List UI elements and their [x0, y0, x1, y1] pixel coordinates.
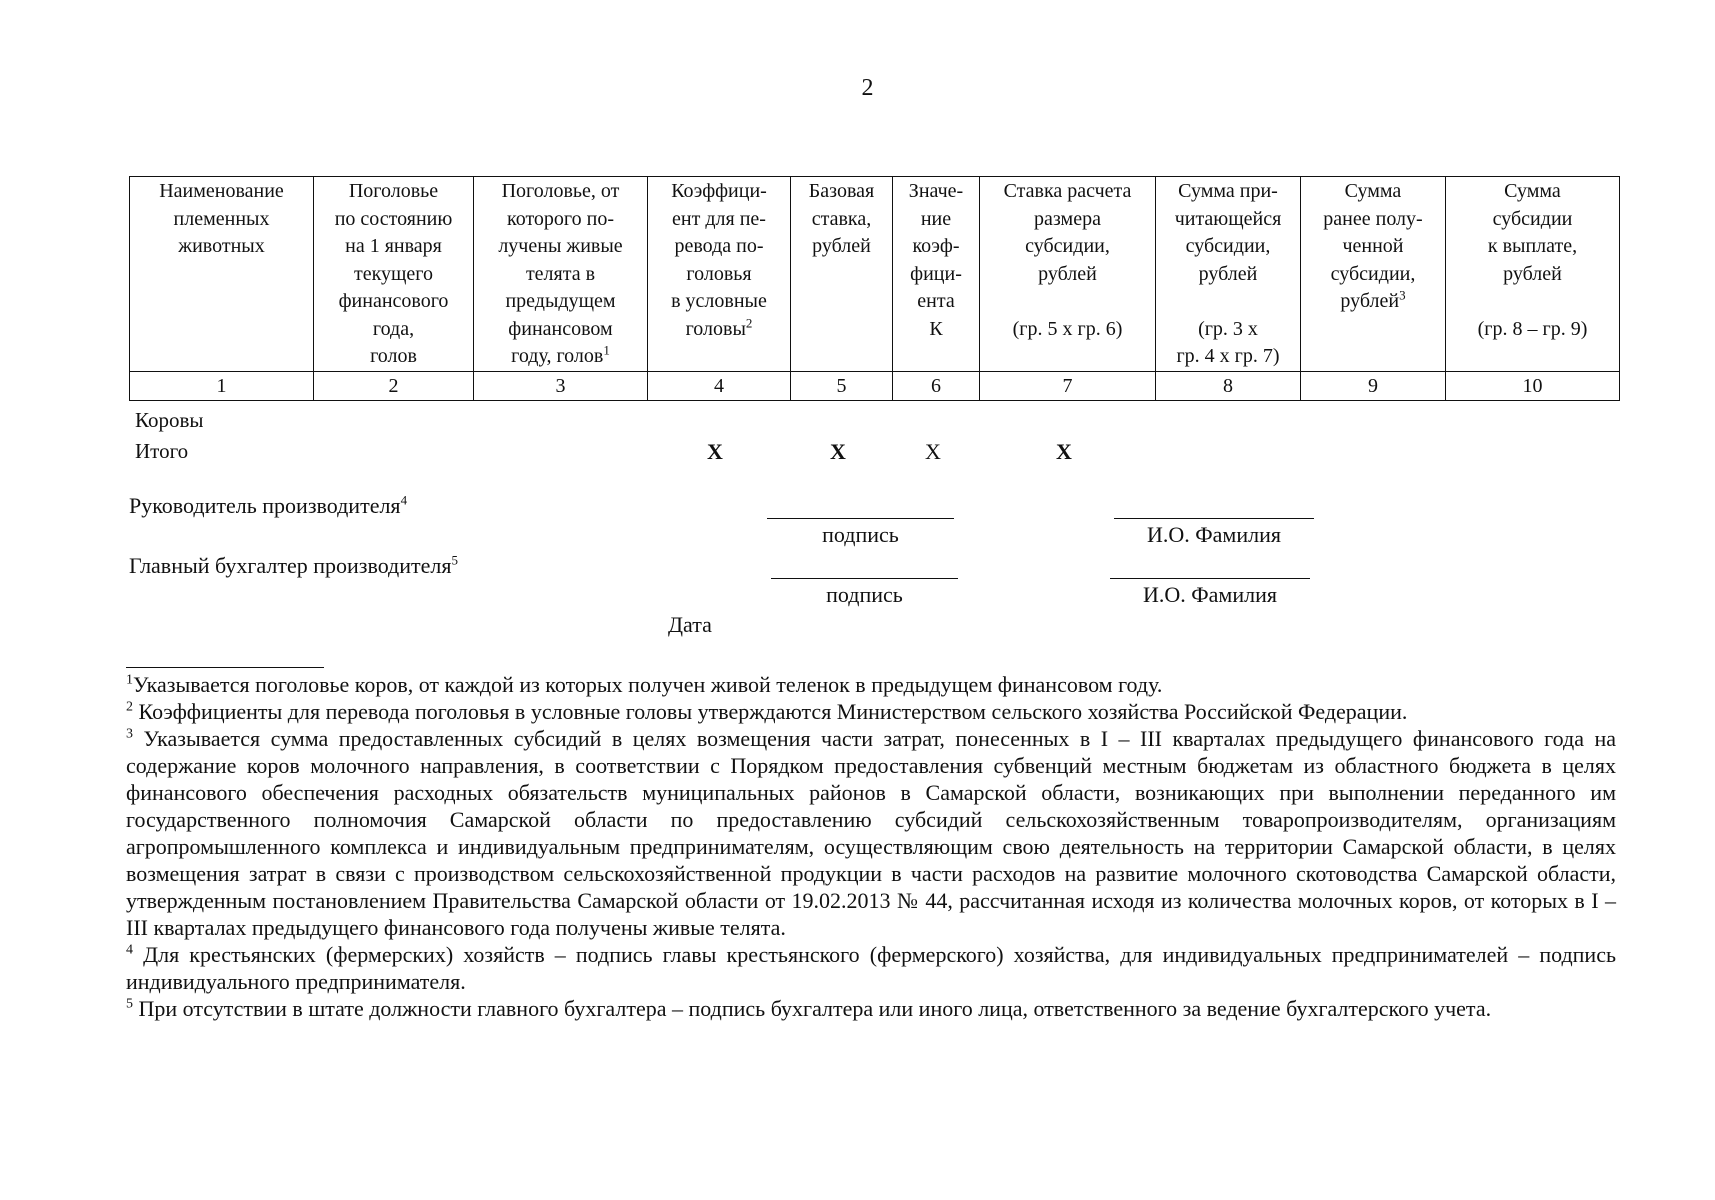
- column-number: 7: [980, 372, 1156, 401]
- column-number: 2: [314, 372, 474, 401]
- accountant-signature-label: Главный бухгалтер производителя$^5$: [129, 552, 459, 578]
- column-number: 10: [1446, 372, 1620, 401]
- header-rate-calculation: Ставка расчета размера субсидии, рублей (гр. 5 х гр. 6): [980, 177, 1156, 372]
- accountant-name-caption: И.О. Фамилия: [1143, 582, 1277, 607]
- header-subsidy-due: Сумма при- читающейся субсидии, рублей (гр. 3 х гр. 4 х гр. 7): [1156, 177, 1301, 372]
- head-signature-line: [767, 518, 954, 519]
- total-mark-col7: X: [1056, 439, 1072, 464]
- head-name-caption: И.О. Фамилия: [1147, 522, 1281, 547]
- header-animal-name: Наименование племенных животных: [130, 177, 314, 372]
- header-headcount-jan1: Поголовье по состоянию на 1 января текущего финансового года, голов: [314, 177, 474, 372]
- page-number: 2: [861, 75, 874, 101]
- header-conversion-coefficient: Коэффици- ент для пе- ревода по- головья в условные головы$^2$: [648, 177, 791, 372]
- accountant-name-line: [1110, 578, 1310, 579]
- head-name-line: [1114, 518, 1314, 519]
- total-mark-col6: X: [925, 439, 941, 464]
- footnote-ref-4: 4: [400, 492, 408, 508]
- column-number-row: [130, 372, 1620, 401]
- column-number: 8: [1156, 372, 1301, 401]
- subsidy-calculation-table: [129, 176, 1620, 401]
- column-number: 4: [648, 372, 791, 401]
- footnote-ref-1: 1: [603, 342, 610, 358]
- header-base-rate: Базовая ставка, рублей: [791, 177, 893, 372]
- row-label-cows: Коровы: [135, 408, 204, 432]
- footnote-5: $^5$ При отсутствии в штате должности главного бухгалтера – подпись бухгалтера или иного лица, ответственного за ведение бухгалтерского учета.: [126, 996, 1492, 1021]
- footnote-ref-5: 5: [451, 552, 459, 568]
- head-signature-caption: подпись: [822, 522, 899, 547]
- footnotes: [126, 671, 1616, 1022]
- header-coefficient-k: Значе- ние коэф- фици- ента К: [893, 177, 980, 372]
- column-number: 6: [893, 372, 980, 401]
- total-mark-col4: X: [707, 439, 723, 464]
- column-number: 3: [474, 372, 648, 401]
- total-mark-col5: X: [830, 439, 846, 464]
- footnote-1: $^1$Указывается поголовье коров, от каждой из которых получен живой теленок в предыдущем финансовом году.: [126, 672, 1163, 697]
- footnote-ref-3: 3: [1399, 287, 1406, 303]
- accountant-signature-caption: подпись: [826, 582, 903, 607]
- footnote-ref-2: 2: [745, 314, 753, 330]
- column-number: 1: [130, 372, 314, 401]
- table-header-row: [130, 177, 1620, 372]
- footnote-3: $^3$ Указывается сумма предоставленных субсидий в целях возмещения части затрат, понесенных в I – III кварталах предыдущего финансового года на содержание коров молочного направления, в соответствии с Порядком предоставления субвенций местным бюджетам из областного бюджета в целях финансового обеспечения расходных обязательств муниципальных районов в Самарской области, возникающих при выполнении переданного им государственного полномочия Самарской области по предоставлению субсидий сельскохозяйственным товаропроизводителям, организациям агропромышленного комплекса и индивидуальным предпринимателям, осуществляющим свою деятельность на территории Самарской области, в целях возмещения затрат в связи с производством сельскохозяйственной продукции в части расходов на развитие молочного скотоводства Самарской области, утвержденным постановлением Правительства Самарской области от 19.02.2013 № 44, рассчитанная исходя из количества молочных коров, от которых в I – III кварталах предыдущего финансового года получены живые телята.: [126, 726, 1617, 940]
- date-label: Дата: [668, 612, 712, 637]
- footnote-separator: [126, 667, 324, 668]
- header-subsidy-payable: Сумма субсидии к выплате, рублей (гр. 8 – гр. 9): [1446, 177, 1620, 372]
- header-headcount-calves: Поголовье, от которого по- лучены живые телята в предыдущем финансовом году, голов$^1$: [474, 177, 648, 372]
- footnote-2: $^2$ Коэффициенты для перевода поголовья в условные головы утверждаются Министерством сельского хозяйства Российской Федерации.: [126, 699, 1408, 724]
- head-signature-label: Руководитель производителя$^4$: [129, 492, 408, 518]
- header-subsidy-received: Сумма ранее полу- ченной субсидии, рублей$^3$: [1301, 177, 1446, 372]
- column-number: 5: [791, 372, 893, 401]
- column-number: 9: [1301, 372, 1446, 401]
- row-label-total: Итого: [135, 439, 189, 463]
- accountant-signature-line: [771, 578, 958, 579]
- footnote-4: $^4$ Для крестьянских (фермерских) хозяйств – подпись главы крестьянского (фермерского) хозяйства, для индивидуальных предпринимателей – подпись индивидуального предпринимателя.: [126, 942, 1617, 994]
